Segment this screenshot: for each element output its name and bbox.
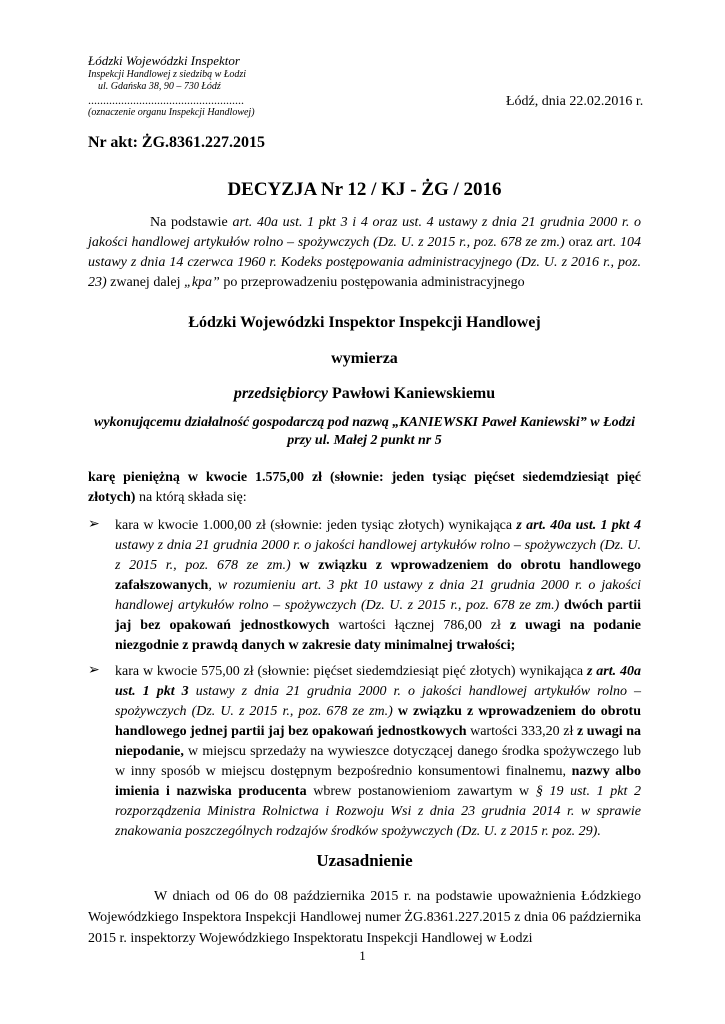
intro-text: zwanej dalej [106,275,185,290]
business-address-line: przy ul. Małej 2 punkt nr 5 [287,433,442,448]
item-text: w miejscu sprzedaży na wywieszce dotyczącej danego środka spożywczego lub w inny sposób w miejscu dostępnym bezpośrednio konsumentowi finalnemu, [115,744,641,779]
bullet-arrow-icon: ➢ [88,663,100,678]
justification-heading: Uzasadnienie [316,851,413,870]
item-reason: nazwy albo imienia i nazwiska producenta [115,764,641,799]
item-reason: dwóch partii jaj bez opakowań jednostkowych [115,598,641,633]
business-name-line: wykonującemu działalność gospodarczą pod nazwą „KANIEWSKI Paweł Kaniewski” w Łodzi [93,415,636,430]
issuer-header [88,52,255,119]
authority-name: Łódzki Wojewódzki Inspektor Inspekcji Handlowej [188,314,541,331]
issuer-seat: Inspekcji Handlowej z siedzibą w Łodzi [88,69,247,80]
addressee-name: Pawłowi Kaniewskiemu [328,385,496,402]
issuer-caption: (oznaczenie organu Inspekcji Handlowej) [88,107,255,118]
justification-paragraph: W dniach od 06 do 08 października 2015 r. na podstawie upoważnienia Łódzkiego Wojewódzkiego Inspektora Inspekcji Handlowej numer ŻG.8361.227.2015 z dnia 06 października 2015 r. inspektorzy Wojewódzkiego Inspektoratu Inspekcji Handlowej w Łodzi [88,889,641,946]
penalty-paragraph [88,468,641,508]
penalty-item-1 [115,516,641,656]
legal-basis-paragraph [88,213,641,293]
addressee [88,385,641,403]
item-law-ref: ustawy z dnia 21 grudnia 2000 r. o jakości handlowej artykułów rolno – spożywczych (Dz. U. z 2015 r., poz. 678 ze zm.) [115,684,641,719]
issuer-address: ul. Gdańska 38, 90 – 730 Łódź [98,81,221,92]
intro-text: oraz [564,235,597,250]
bullet-arrow-icon: ➢ [88,517,100,532]
item-text: wartości łącznej 786,00 zł [329,618,510,633]
item-law-ref: ustawy z dnia 21 grudnia 2000 r. o jakości handlowej artykułów rolno – spożywczych (Dz. U. z 2015 r., poz. 678 ze zm.) [115,538,641,573]
intro-law-ref-1: art. 40a ust. 1 pkt 3 i 4 oraz ust. 4 ustawy z dnia 21 grudnia 2000 r. o jakości handlowej artykułów rolno – spożywczych (Dz. U. z 2015 r., poz. 678 ze zm.) [88,215,641,250]
item-reason: w związku z wprowadzeniem do obrotu handlowego zafałszowanych [115,558,641,593]
intro-text: po przeprowadzeniu postępowania administracyjnego [219,275,525,290]
issuer-dotted-line: .................................................... [88,93,244,107]
intro-text: Na podstawie [150,215,233,230]
item-law-ref: , w rozumieniu art. 3 pkt 10 ustawy z dnia 21 grudnia 2000 r. o jakości handlowej artykułów rolno – spożywczych (Dz. U. z 2015 r., poz. 678 ze zm.) [115,578,641,613]
document-date: Łódź, dnia 22.02.2016 r. [506,94,644,109]
item-reason: z uwagi na podanie niezgodnie z prawdą danych w zakresie daty minimalnej trwałości; [115,618,642,653]
page-number: 1 [359,948,366,963]
penalty-amount: karę pieniężną w kwocie 1.575,00 zł (słownie: jeden tysiąc pięćset siedemdziesiąt pięć złotych) [88,470,641,505]
decision-title: DECYZJA Nr 12 / KJ - ŻG / 2016 [227,179,502,200]
item-law-ref: § 19 ust. 1 pkt 2 rozporządzenia Ministra Rolnictwa i Rozwoju Wsi z dnia 23 grudnia 2014 r. w sprawie znakowania poszczególnych rodzajów środków spożywczych (Dz. U. z 2015 r. poz. 29). [115,784,641,839]
penalty-text: na którą składa się: [135,490,247,505]
imposes-word: wymierza [331,350,398,367]
business-description [88,414,641,450]
item-law-ref: z art. 40a ust. 1 pkt 4 [516,518,641,533]
item-text: kara w kwocie 1.000,00 zł (słownie: jeden tysiąc złotych) wynikająca [115,518,517,533]
item-reason: w związku z wprowadzeniem do obrotu handlowego jednej partii jaj bez opakowań jednostkowych [115,704,641,739]
item-text: wbrew postanowieniom zawartym w [306,784,536,799]
case-number: Nr akt: ŻG.8361.227.2015 [88,134,266,151]
item-law-ref: z art. 40a ust. 1 pkt 3 [115,664,641,699]
issuer-name: Łódzki Wojewódzki Inspektor [88,53,240,68]
intro-kpa: „kpa” [184,275,220,290]
item-reason: z uwagi na niepodanie, [115,724,641,759]
intro-law-ref-2: art. 104 ustawy z dnia 14 czerwca 1960 r. Kodeks postępowania administracyjnego (Dz. U. z 2016 r., poz. 23) [88,235,642,290]
penalty-item-2 [115,662,641,842]
item-text: wartości 333,20 zł [466,724,577,739]
item-text: kara w kwocie 575,00 zł (słownie: pięćset siedemdziesiąt pięć złotych) wynikająca [115,664,587,679]
addressee-label: przedsiębiorcy [233,385,329,402]
